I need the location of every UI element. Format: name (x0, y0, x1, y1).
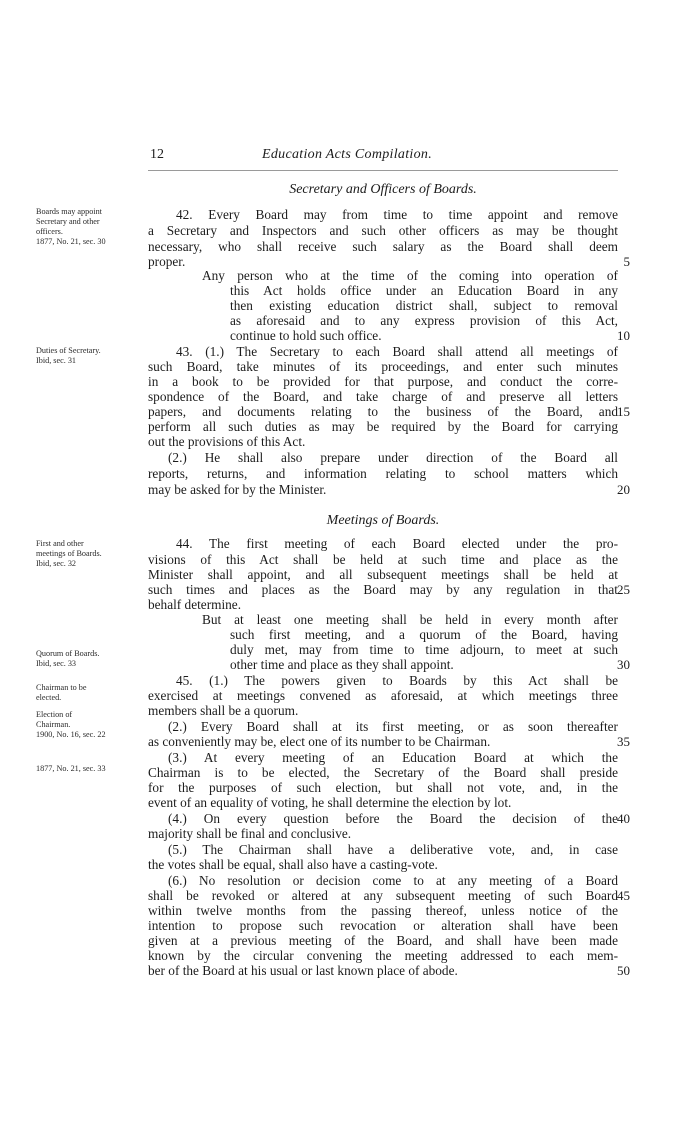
text-line: within twelve months from the passing thereof, unless notice of the (148, 903, 618, 918)
text-line: necessary, who shall receive such salary as the Board shall deem (148, 239, 618, 254)
margin-note: Election of Chairman. 1900, No. 16, sec. 22 (36, 710, 106, 739)
margin-note: First and other meetings of Boards. Ibid, sec. 32 (36, 539, 102, 568)
text-line: reports, returns, and information relating to school matters which (148, 466, 618, 481)
line-number: 30 (617, 657, 630, 672)
text-line: known by the circular convening the meeting addressed to each mem- (148, 948, 618, 963)
line-number: 35 (617, 734, 630, 749)
margin-note: Duties of Secretary. Ibid, sec. 31 (36, 346, 101, 365)
text-line: for the purposes of such election, but shall not vote, and, in the (148, 780, 618, 795)
text-line: members shall be a quorum. (148, 703, 299, 718)
text-line: 43. (1.) The Secretary to each Board shall attend all meetings of (176, 344, 618, 359)
text-line: this Act holds office under an Education Board in any (230, 283, 618, 298)
text-line: 45. (1.) The powers given to Boards by this Act shall be (176, 673, 618, 688)
text-line: behalf determine. (148, 597, 242, 612)
text-line: then existing education district shall, subject to removal (230, 298, 618, 313)
text-line: such times and places as the Board may by any regulation in that (148, 582, 618, 597)
text-line: 42. Every Board may from time to time appoint and remove (176, 207, 618, 222)
text-line: 44. The first meeting of each Board elected under the pro- (176, 536, 618, 551)
line-number: 15 (617, 404, 630, 419)
text-line: (2.) Every Board shall at its first meeting, or as soon thereafter (168, 719, 618, 734)
text-line: Chairman is to be elected, the Secretary of the Board shall preside (148, 765, 618, 780)
text-line: (5.) The Chairman shall have a deliberative vote, and, in case (168, 842, 618, 857)
line-number: 5 (623, 254, 630, 269)
line-number: 40 (617, 811, 630, 826)
text-line: Minister shall appoint, and all subsequent meetings shall be held at (148, 567, 618, 582)
text-line: (4.) On every question before the Board the decision of the (168, 811, 618, 826)
margin-note: Quorum of Boards. Ibid, sec. 33 (36, 649, 100, 668)
text-line: such Board, take minutes of its proceedings, and enter such minutes (148, 359, 618, 374)
line-number: 50 (617, 963, 630, 978)
text-line: papers, and documents relating to the business of the Board, and (148, 404, 618, 419)
text-line: duly met, may from time to time adjourn, to meet at such (230, 642, 618, 657)
text-line: continue to hold such office. (230, 328, 382, 343)
text-line: other time and place as they shall appoint. (230, 657, 454, 672)
text-line: perform all such duties as may be required by the Board for carrying (148, 419, 618, 434)
text-line: proper. (148, 254, 186, 269)
text-line: (3.) At every meeting of an Education Board at which the (168, 750, 618, 765)
section-heading-secretary: Secretary and Officers of Boards. (289, 182, 477, 197)
text-line: ber of the Board at his usual or last known place of abode. (148, 963, 458, 978)
text-line: the votes shall be equal, shall also have a casting-vote. (148, 857, 438, 872)
text-line: such first meeting, and a quorum of the Board, having (230, 627, 618, 642)
text-line: intention to propose such revocation or alteration shall have been (148, 918, 618, 933)
text-line: But at least one meeting shall be held in every month after (202, 612, 618, 627)
header-rule (148, 170, 618, 171)
margin-note: Boards may appoint Secretary and other officers. 1877, No. 21, sec. 30 (36, 207, 106, 246)
running-title: Education Acts Compilation. (262, 147, 433, 162)
line-number: 25 (617, 582, 630, 597)
text-line: spondence of the Board, and take charge of and preserve all letters (148, 389, 618, 404)
line-number: 45 (617, 888, 630, 903)
text-line: given at a previous meeting of the Board, and shall have been made (148, 933, 618, 948)
text-line: shall be revoked or altered at any subsequent meeting of such Board (148, 888, 618, 903)
text-line: out the provisions of this Act. (148, 434, 306, 449)
page-number: 12 (150, 147, 164, 162)
line-number: 20 (617, 482, 630, 497)
text-line: in a book to be provided for that purpose, and conduct the corre- (148, 374, 618, 389)
text-line: a Secretary and Inspectors and such other officers as may be thought (148, 223, 618, 238)
text-line: (6.) No resolution or decision come to at any meeting of a Board (168, 873, 618, 888)
text-line: majority shall be final and conclusive. (148, 826, 352, 841)
line-number: 10 (617, 328, 630, 343)
text-line: may be asked for by the Minister. (148, 482, 327, 497)
text-line: exercised at meetings convened as aforesaid, at which meetings three (148, 688, 618, 703)
text-line: (2.) He shall also prepare under direction of the Board all (168, 450, 618, 465)
text-line: Any person who at the time of the coming into operation of (202, 268, 618, 283)
text-line: event of an equality of voting, he shall determine the election by lot. (148, 795, 512, 810)
section-heading-meetings: Meetings of Boards. (326, 513, 440, 528)
margin-note: 1877, No. 21, sec. 33 (36, 764, 106, 773)
margin-note: Chairman to be elected. (36, 683, 87, 702)
text-line: as aforesaid and to any express provision of this Act, (230, 313, 618, 328)
text-line: as conveniently may be, elect one of its number to be Chairman. (148, 734, 491, 749)
text-line: visions of this Act shall be held at such time and place as the (148, 552, 618, 567)
